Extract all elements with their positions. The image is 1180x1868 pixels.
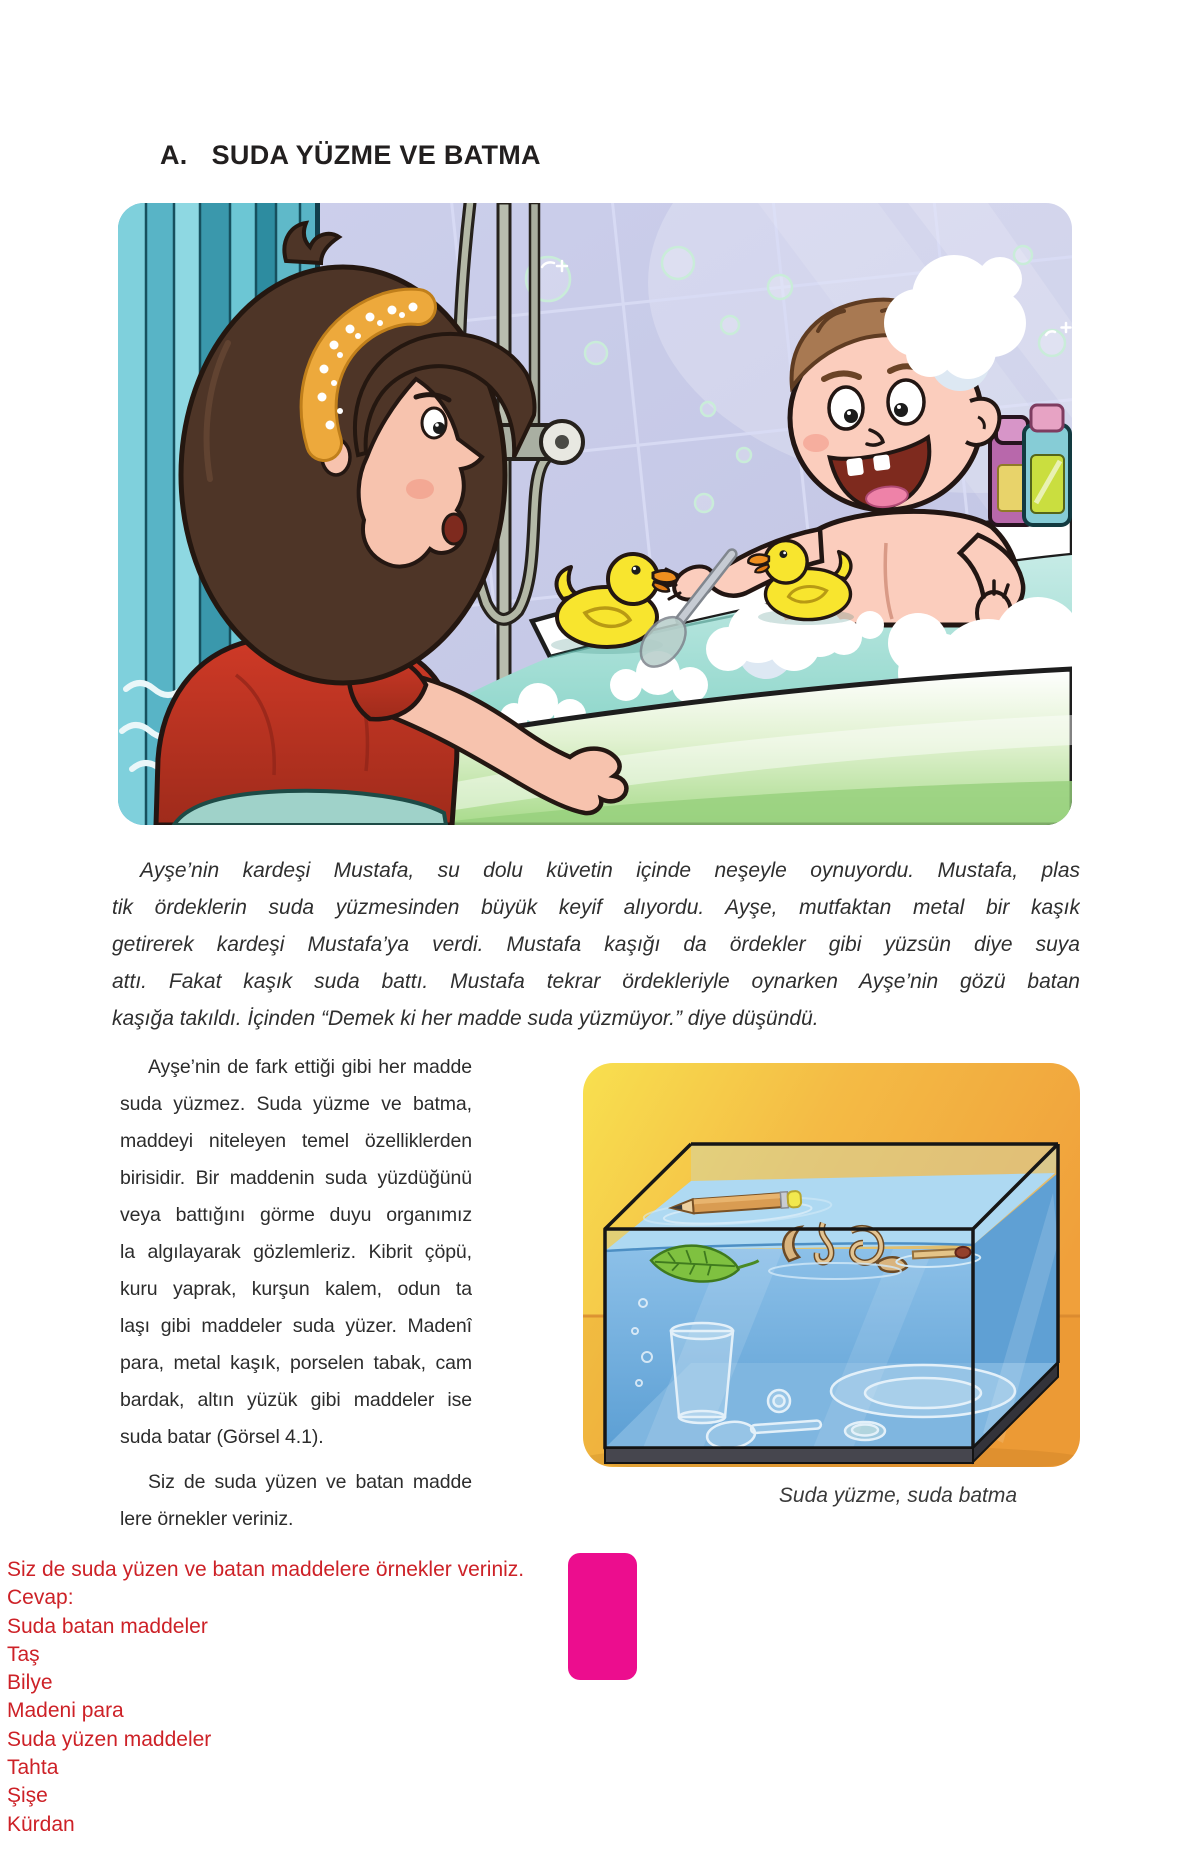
coin bbox=[845, 1422, 885, 1440]
text-line: attı. Fakat kaşık suda battı. Mustafa tekrar ördekleriyle oynarken Ayşe’nin gözü batan bbox=[112, 970, 1080, 993]
gold-ring bbox=[768, 1390, 790, 1412]
text-line: Ayşe’nin kardeşi Mustafa, su dolu küvetin içinde neşeyle oynuyordu. Mustafa, plas bbox=[140, 859, 1080, 882]
annotation-line: Taş bbox=[7, 1642, 40, 1666]
text-line: Siz de suda yüzen ve batan madde bbox=[148, 1471, 472, 1493]
text-line: tik ördeklerin suda yüzmesinden büyük keyif alıyordu. Ayşe, mutfaktan metal bir kaşık bbox=[112, 896, 1080, 919]
text-line: kuru yaprak, kurşun kalem, odun ta bbox=[120, 1278, 472, 1300]
text-line: laşı gibi maddeler suda yüzer. Madenî bbox=[120, 1315, 472, 1337]
text-line: maddeyi niteleyen temel özelliklerden bbox=[120, 1130, 472, 1152]
body-paragraph-2 bbox=[120, 1464, 472, 1538]
answer-annotation bbox=[7, 1556, 647, 1839]
section-heading bbox=[160, 140, 541, 171]
annotation-line: Siz de suda yüzen ve batan maddelere örnekler veriniz. bbox=[7, 1558, 525, 1581]
text-line: birisidir. Bir maddenin suda yüzdüğünü bbox=[120, 1167, 472, 1189]
annotation-line: Bilye bbox=[7, 1671, 53, 1695]
annotation-line: Tahta bbox=[7, 1756, 59, 1780]
text-line: suda batar (Görsel 4.1). bbox=[120, 1426, 324, 1448]
text-line: la algılayarak gözlemleriz. Kibrit çöpü, bbox=[120, 1241, 472, 1263]
annotation-line: Şişe bbox=[7, 1784, 48, 1808]
text-line: kaşığa takıldı. İçinden “Demek ki her madde suda yüzmüyor.” diye düşündü. bbox=[112, 1007, 819, 1030]
text-line: para, metal kaşık, porselen tabak, cam bbox=[120, 1352, 472, 1374]
story-paragraph bbox=[112, 852, 1080, 1037]
porcelain-plate bbox=[831, 1365, 1015, 1417]
tank-base bbox=[605, 1448, 973, 1463]
aquarium-illustration bbox=[583, 1063, 1080, 1467]
text-line: suda yüzmez. Suda yüzme ve batma, bbox=[120, 1093, 472, 1115]
annotation-line: Cevap: bbox=[7, 1586, 74, 1610]
text-line: lere örnekler veriniz. bbox=[120, 1508, 294, 1530]
text-line: getirerek kardeşi Mustafa’ya verdi. Mustafa kaşığı da ördekler gibi yüzsün diye suya bbox=[112, 933, 1080, 956]
annotation-line: Suda batan maddeler bbox=[7, 1614, 208, 1638]
text-line: bardak, altın yüzük gibi maddeler ise bbox=[120, 1389, 472, 1411]
shampoo-bottles bbox=[990, 405, 1070, 525]
girl-mouth bbox=[443, 514, 465, 544]
girl-eye bbox=[422, 408, 446, 438]
section-title: SUDA YÜZME VE BATMA bbox=[211, 140, 541, 170]
figure-caption: Suda yüzme, suda batma bbox=[778, 1484, 1018, 1507]
section-letter: A. bbox=[160, 140, 188, 170]
glass-cup bbox=[671, 1323, 733, 1423]
annotation-line: Suda yüzen maddeler bbox=[7, 1727, 212, 1751]
body-paragraph-1 bbox=[120, 1049, 472, 1456]
bathtub-scene-illustration bbox=[118, 203, 1072, 825]
text-line: Ayşe’nin de fark ettiği gibi her madde bbox=[148, 1056, 472, 1078]
annotation-line: Madeni para bbox=[7, 1699, 124, 1723]
annotation-line: Kürdan bbox=[7, 1812, 75, 1836]
text-line: veya battığını görme duyu organımız bbox=[120, 1204, 472, 1226]
girl-blush bbox=[406, 479, 434, 499]
